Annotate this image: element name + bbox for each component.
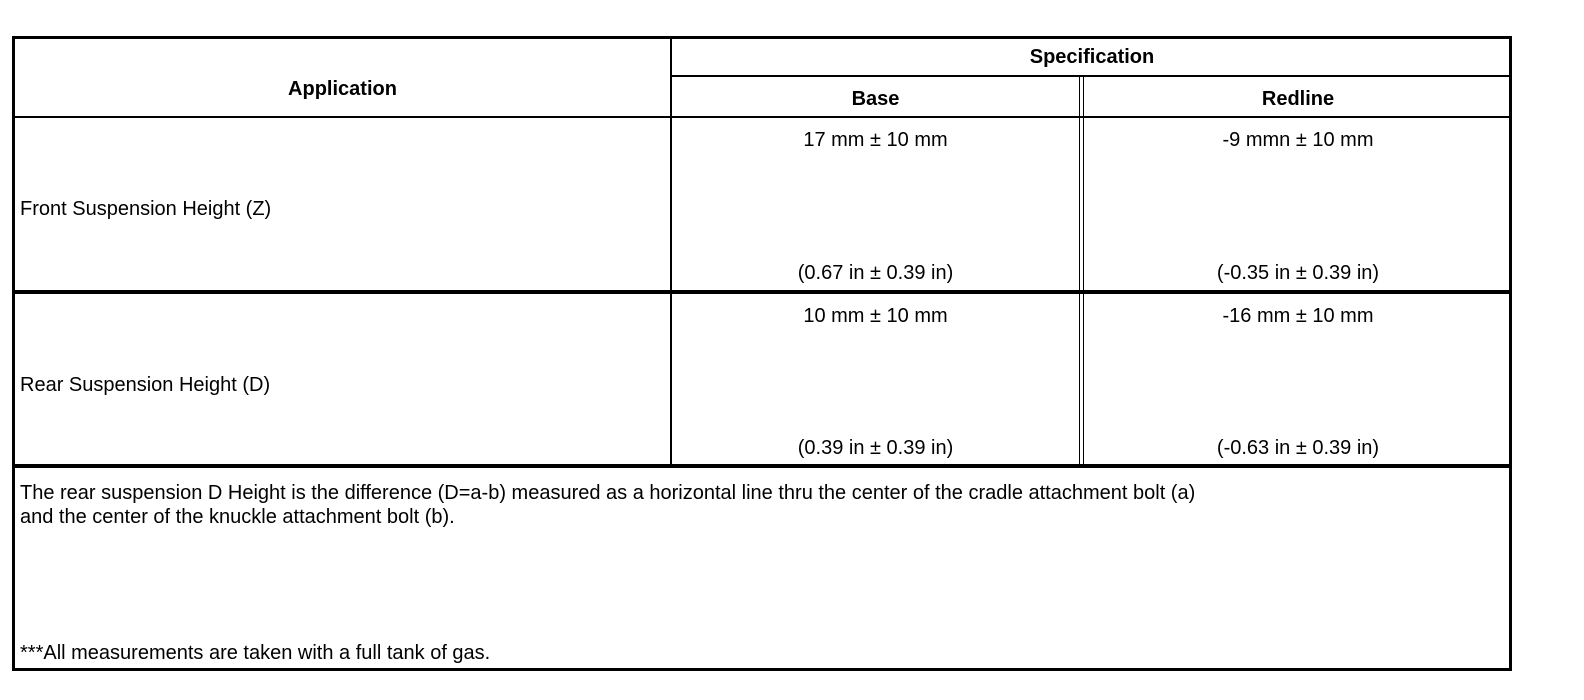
divider-base-redline-a [1079,75,1080,468]
header-base: Base [851,88,900,110]
header-application: Application [288,78,397,100]
row1-redline-imperial: (-0.35 in ± 0.39 in) [1216,262,1380,284]
note-line-2: and the center of the knuckle attachment bolt (b). [20,506,455,528]
divider-header-body [15,116,1512,118]
header-specification: Specification [1029,46,1155,68]
row2-application: Rear Suspension Height (D) [20,374,271,396]
row1-application: Front Suspension Height (Z) [20,198,272,220]
header-redline: Redline [1261,88,1335,110]
row2-redline-metric: -16 mm ± 10 mm [1222,305,1374,327]
row1-base-metric: 17 mm ± 10 mm [803,129,948,151]
note-line-3: ***All measurements are taken with a full tank of gas. [20,642,491,664]
row1-redline-metric: -9 mmn ± 10 mm [1222,129,1374,151]
row2-base-imperial: (0.39 in ± 0.39 in) [797,437,954,459]
row2-base-metric: 10 mm ± 10 mm [803,305,948,327]
divider-rows-notes [15,464,1512,468]
note-line-1: The rear suspension D Height is the difference (D=a-b) measured as a horizontal line thru the center of the cradle attachment bolt (a) [20,482,1196,504]
specification-table [12,36,1512,671]
divider-row1-row2 [15,290,1512,294]
divider-spec-subheader [670,75,1512,77]
row2-redline-imperial: (-0.63 in ± 0.39 in) [1216,437,1380,459]
row1-base-imperial: (0.67 in ± 0.39 in) [797,262,954,284]
